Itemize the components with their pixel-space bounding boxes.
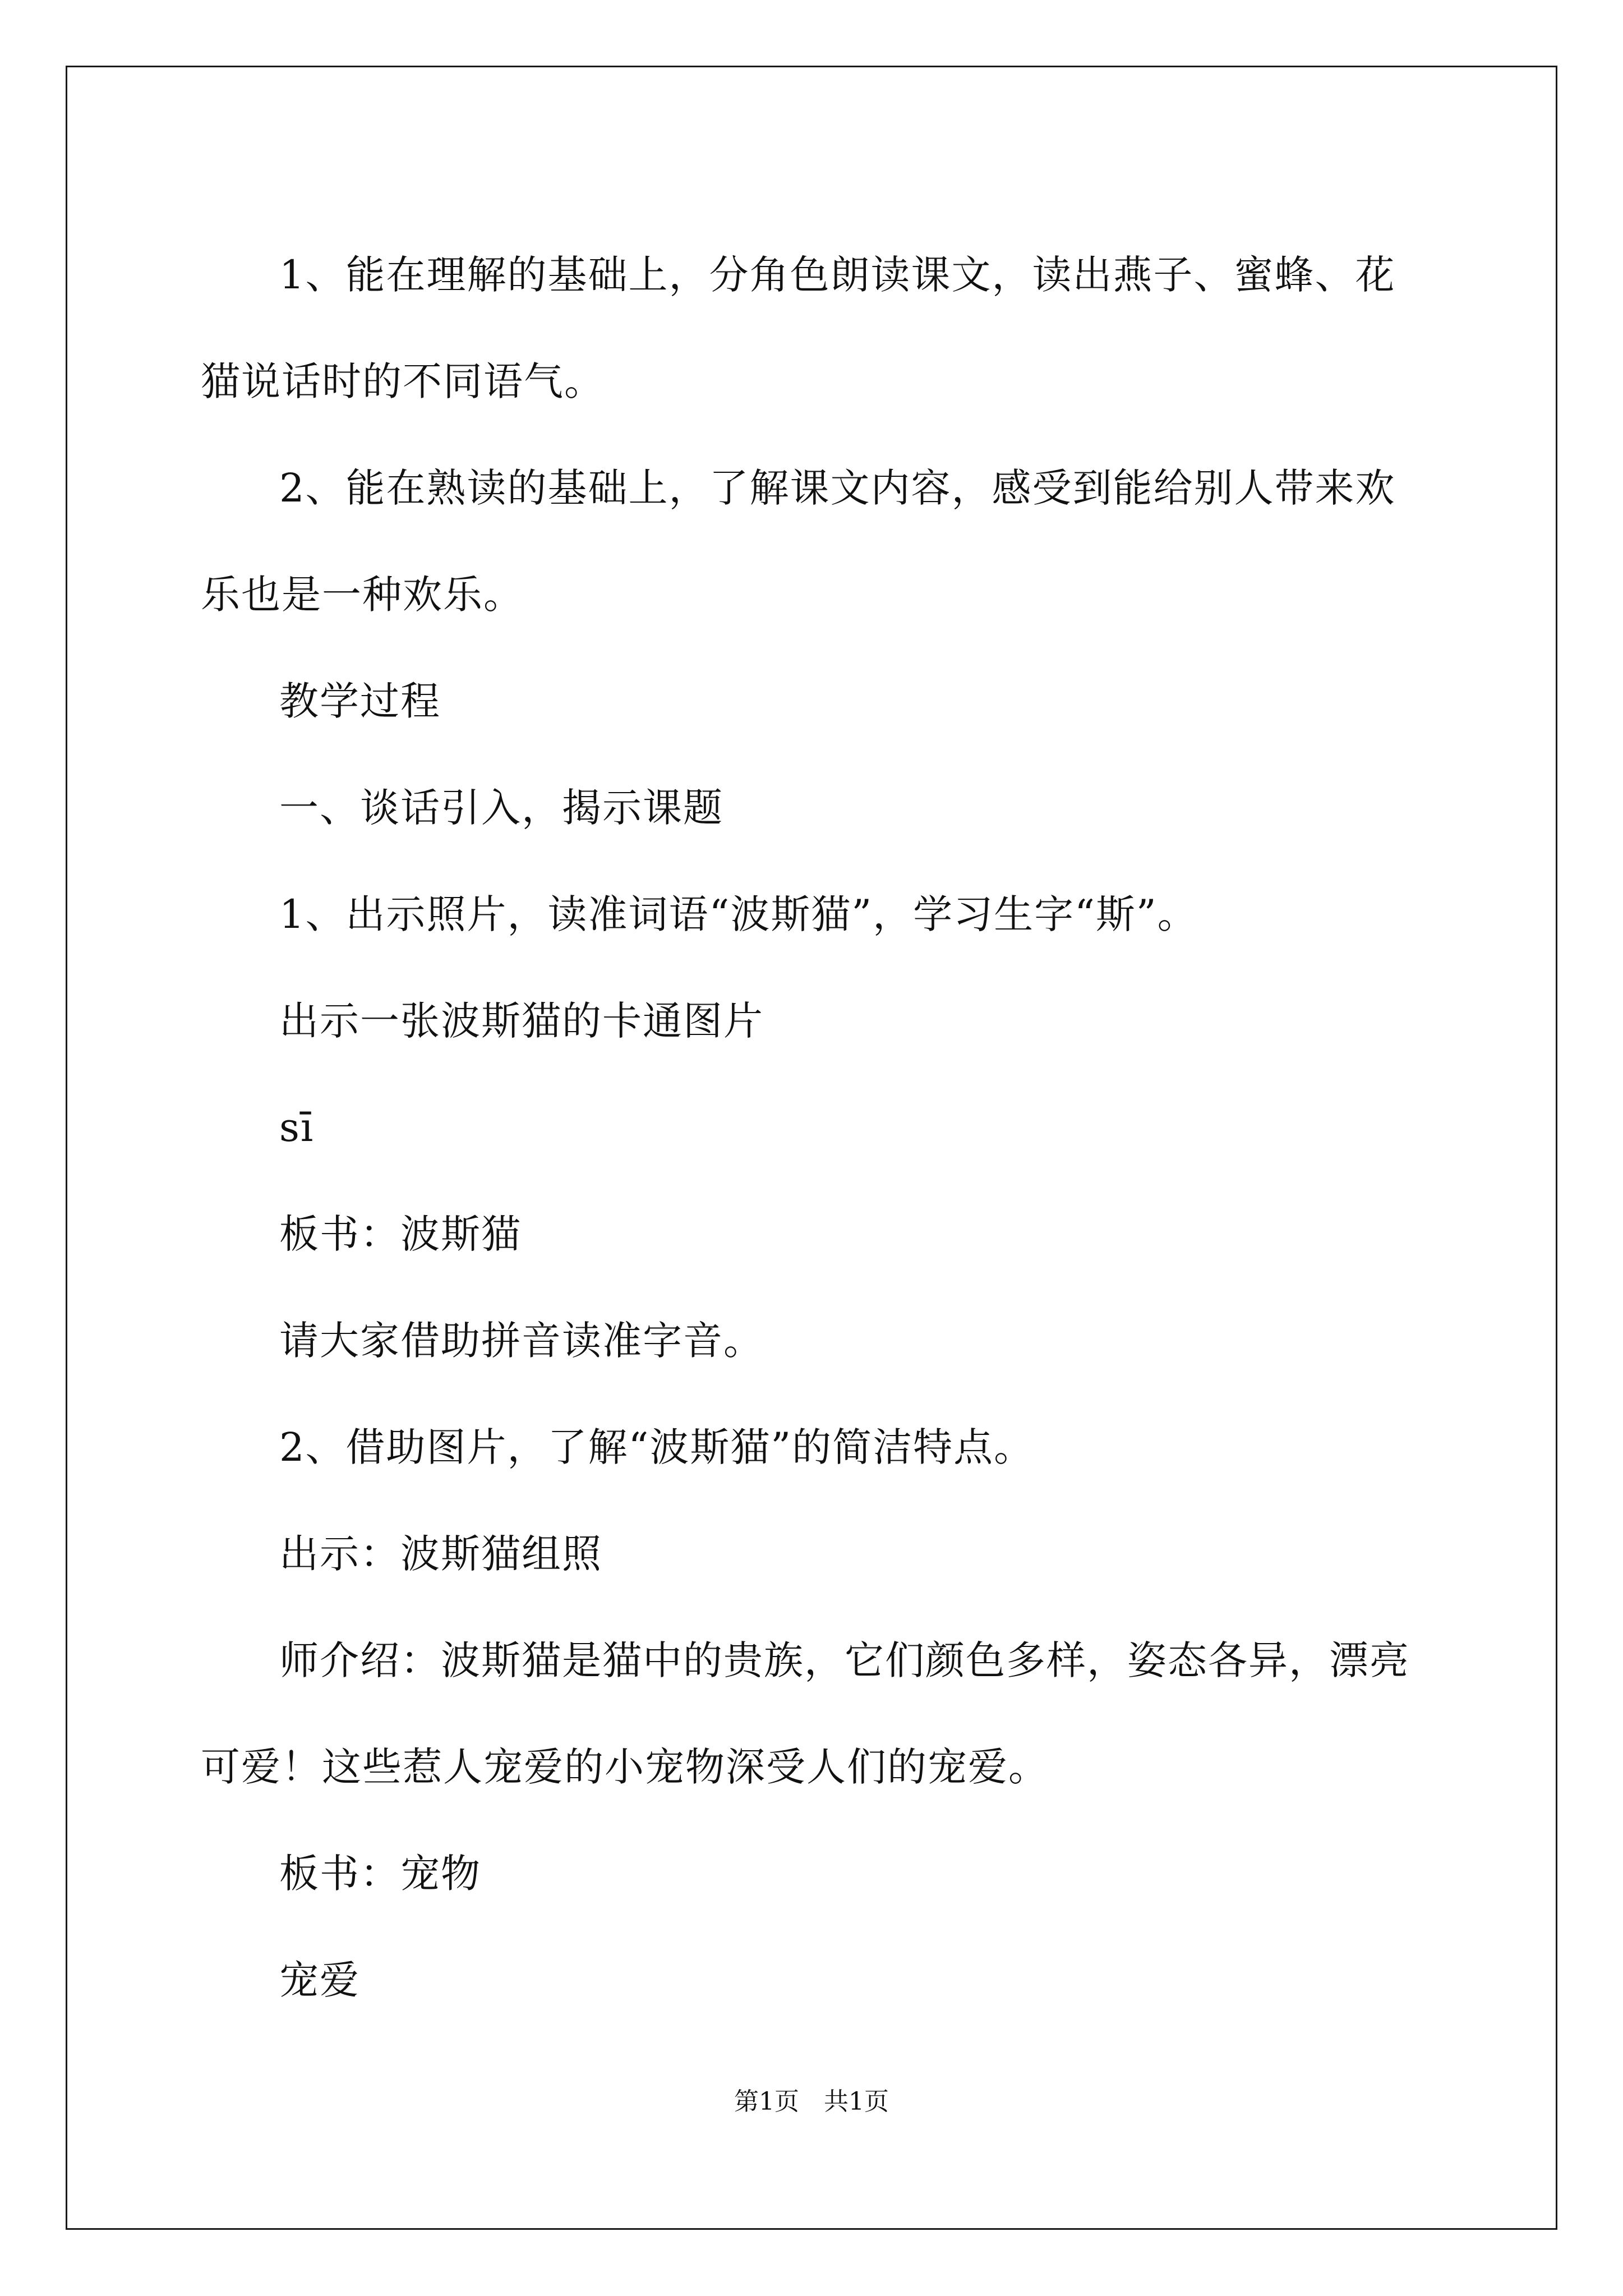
paragraph-step-1: 1、出示照片，读准词语“波斯猫”，学习生字“斯”。 [279, 891, 1198, 937]
paragraph-show-photos: 出示：波斯猫组照 [279, 1531, 602, 1577]
paragraph-teacher-intro: 师介绍：波斯猫是猫中的贵族，它们颜色多样，姿态各异，漂亮可爱！这些惹人宠爱的小宠物深受人们的宠爱。 [201, 1637, 1410, 1790]
paragraph-objective-1: 1、能在理解的基础上，分角色朗读课文，读出燕子、蜜蜂、花猫说话时的不同语气。 [201, 252, 1396, 404]
section-heading-intro: 一、谈话引入，揭示课题 [279, 785, 723, 831]
section-heading-teaching-process: 教学过程 [279, 678, 441, 724]
paragraph-read-aloud: 请大家借助拼音读准字音。 [279, 1318, 764, 1364]
paragraph-board-writing-2: 板书：宠物 [279, 1851, 481, 1897]
paragraph-pinyin: sī [279, 1105, 315, 1151]
paragraph-show-picture: 出示一张波斯猫的卡通图片 [279, 998, 764, 1044]
page-footer: 第1页 共1页 [734, 2087, 889, 2116]
document-body [201, 222, 1429, 2033]
paragraph-board-writing-3: 宠爱 [279, 1957, 360, 2003]
paragraph-step-2: 2、借助图片，了解“波斯猫”的简洁特点。 [279, 1424, 1035, 1470]
paragraph-objective-2: 2、能在熟读的基础上，了解课文内容，感受到能给别人带来欢乐也是一种欢乐。 [201, 465, 1396, 618]
paragraph-board-writing-1: 板书：波斯猫 [279, 1211, 522, 1257]
